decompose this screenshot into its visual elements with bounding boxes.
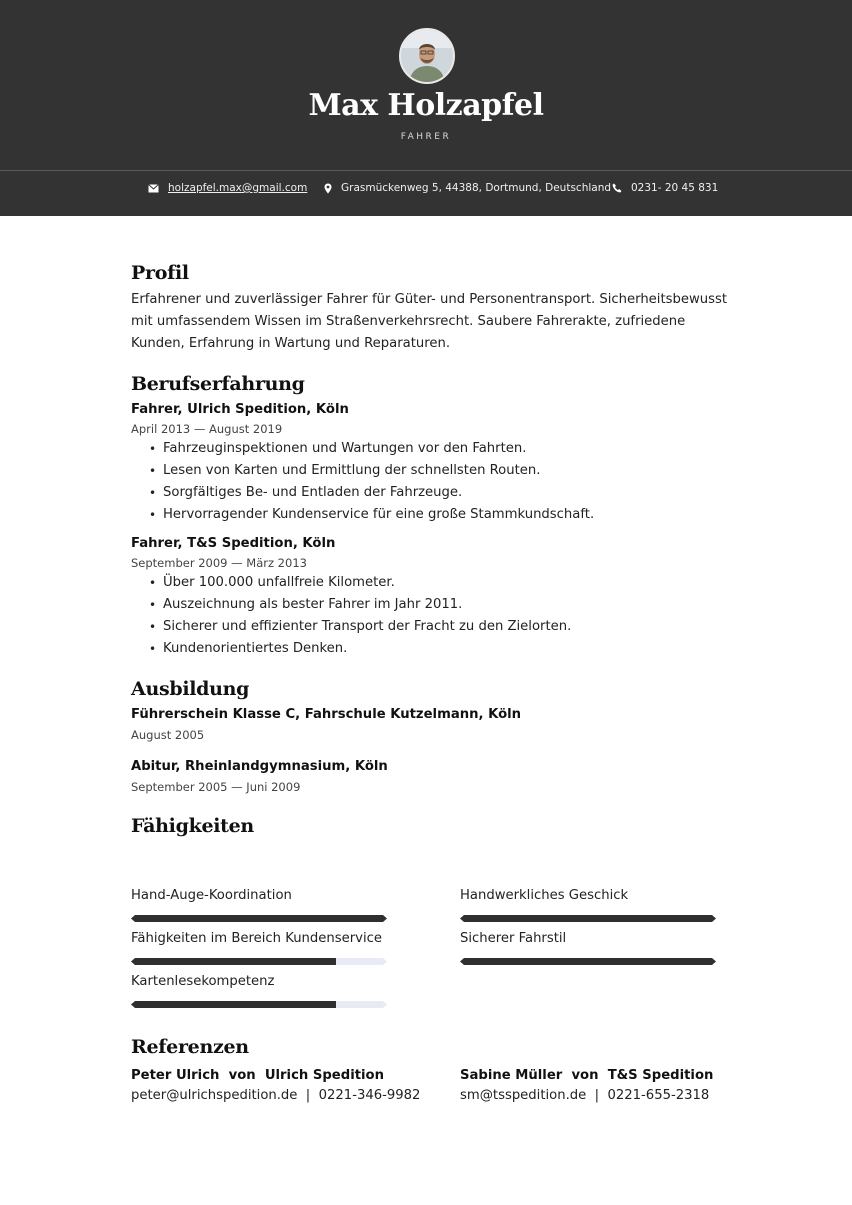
skill-bar [131, 915, 387, 922]
phone-text: 0231- 20 45 831 [631, 182, 719, 194]
section-heading-education: Ausbildung [131, 678, 250, 700]
section-heading-experience: Berufserfahrung [131, 373, 305, 395]
skill-bar-fill [460, 958, 716, 965]
bullet-item: • Sorgfältiges Be- und Entladen der Fahrzeuge. [149, 482, 731, 504]
person-photo-icon [401, 30, 453, 82]
header-divider [0, 170, 852, 171]
skill-label: Kartenlesekompetenz [131, 974, 275, 989]
reference-name: Peter Ulrich von Ulrich Spedition [131, 1068, 384, 1083]
skill-bar [460, 915, 716, 922]
bullet-item: • Auszeichnung als bester Fahrer im Jahr 2011. [149, 594, 731, 616]
profile-text: Erfahrener und zuverlässiger Fahrer für Güter- und Personentransport. Sicherheitsbewusst mit umfassendem Wissen im Straßenverkehrsrecht. Saubere Fahrerakte, zufriedene Kunden, Erfahrung in Wartung und Reparaturen. [131, 292, 728, 351]
contact-email[interactable] [148, 182, 307, 194]
education-dates: August 2005 [131, 728, 205, 742]
bullet-item: • Hervorragender Kundenservice für eine große Stammkundschaft. [149, 504, 731, 526]
bullet-item: • Fahrzeuginspektionen und Wartungen vor den Fahrten. [149, 438, 731, 460]
job-entry [131, 536, 731, 660]
contact-address [324, 182, 611, 194]
address-text: Grasmückenweg 5, 44388, Dortmund, Deutschland [341, 182, 612, 194]
reference-item [131, 1068, 431, 1103]
resume-body [131, 262, 731, 837]
skill-label: Sicherer Fahrstil [460, 931, 567, 946]
skill-item [131, 974, 387, 989]
skill-item [131, 888, 387, 903]
education-title: Abitur, Rheinlandgymnasium, Köln [131, 759, 388, 774]
education-entry [131, 759, 731, 794]
skill-bar-fill [131, 958, 336, 965]
job-bullets [149, 438, 731, 526]
skill-bar-fill [131, 915, 387, 922]
section-heading-skills: Fähigkeiten [131, 815, 254, 837]
job-title: Fahrer, Ulrich Spedition, Köln [131, 402, 349, 417]
candidate-job-title: FAHRER [400, 132, 452, 142]
contact-phone [612, 182, 718, 194]
profile-photo [399, 28, 455, 84]
skill-bar-fill [131, 1001, 336, 1008]
education-dates: September 2005 — Juni 2009 [131, 780, 301, 794]
mail-icon [148, 184, 159, 193]
education-entry [131, 707, 731, 742]
skill-item [131, 931, 387, 946]
bullet-item: • Kundenorientiertes Denken. [149, 638, 731, 660]
bullet-item: • Lesen von Karten und Ermittlung der schnellsten Routen. [149, 460, 731, 482]
education-title: Führerschein Klasse C, Fahrschule Kutzelmann, Köln [131, 707, 522, 722]
skill-item [460, 931, 716, 946]
reference-contact: sm@tsspedition.de | 0221-655-2318 [460, 1088, 710, 1103]
skill-bar [131, 958, 387, 965]
skill-label: Fähigkeiten im Bereich Kundenservice [131, 931, 382, 946]
reference-name: Sabine Müller von T&S Spedition [460, 1068, 714, 1083]
resume-header [0, 0, 852, 216]
phone-icon [612, 183, 622, 193]
job-dates: April 2013 — August 2019 [131, 422, 283, 436]
bullet-item: • Über 100.000 unfallfreie Kilometer. [149, 572, 731, 594]
section-heading-references: Referenzen [131, 1036, 249, 1058]
job-entry [131, 402, 731, 526]
skill-bar [460, 958, 716, 965]
email-link[interactable]: holzapfel.max@gmail.com [168, 182, 308, 194]
candidate-name: Max Holzapfel [308, 88, 544, 123]
job-title: Fahrer, T&S Spedition, Köln [131, 536, 336, 551]
skill-bar-fill [460, 915, 716, 922]
location-pin-icon [324, 183, 332, 194]
bullet-item: • Sicherer und effizienter Transport der Fracht zu den Zielorten. [149, 616, 731, 638]
skill-bar [131, 1001, 387, 1008]
skill-label: Handwerkliches Geschick [460, 888, 629, 903]
section-heading-profile: Profil [131, 262, 189, 284]
job-bullets [149, 572, 731, 660]
skill-label: Hand-Auge-Koordination [131, 888, 292, 903]
job-dates: September 2009 — März 2013 [131, 556, 307, 570]
reference-contact: peter@ulrichspedition.de | 0221-346-9982 [131, 1088, 421, 1103]
skill-item [460, 888, 716, 903]
reference-item [460, 1068, 760, 1103]
